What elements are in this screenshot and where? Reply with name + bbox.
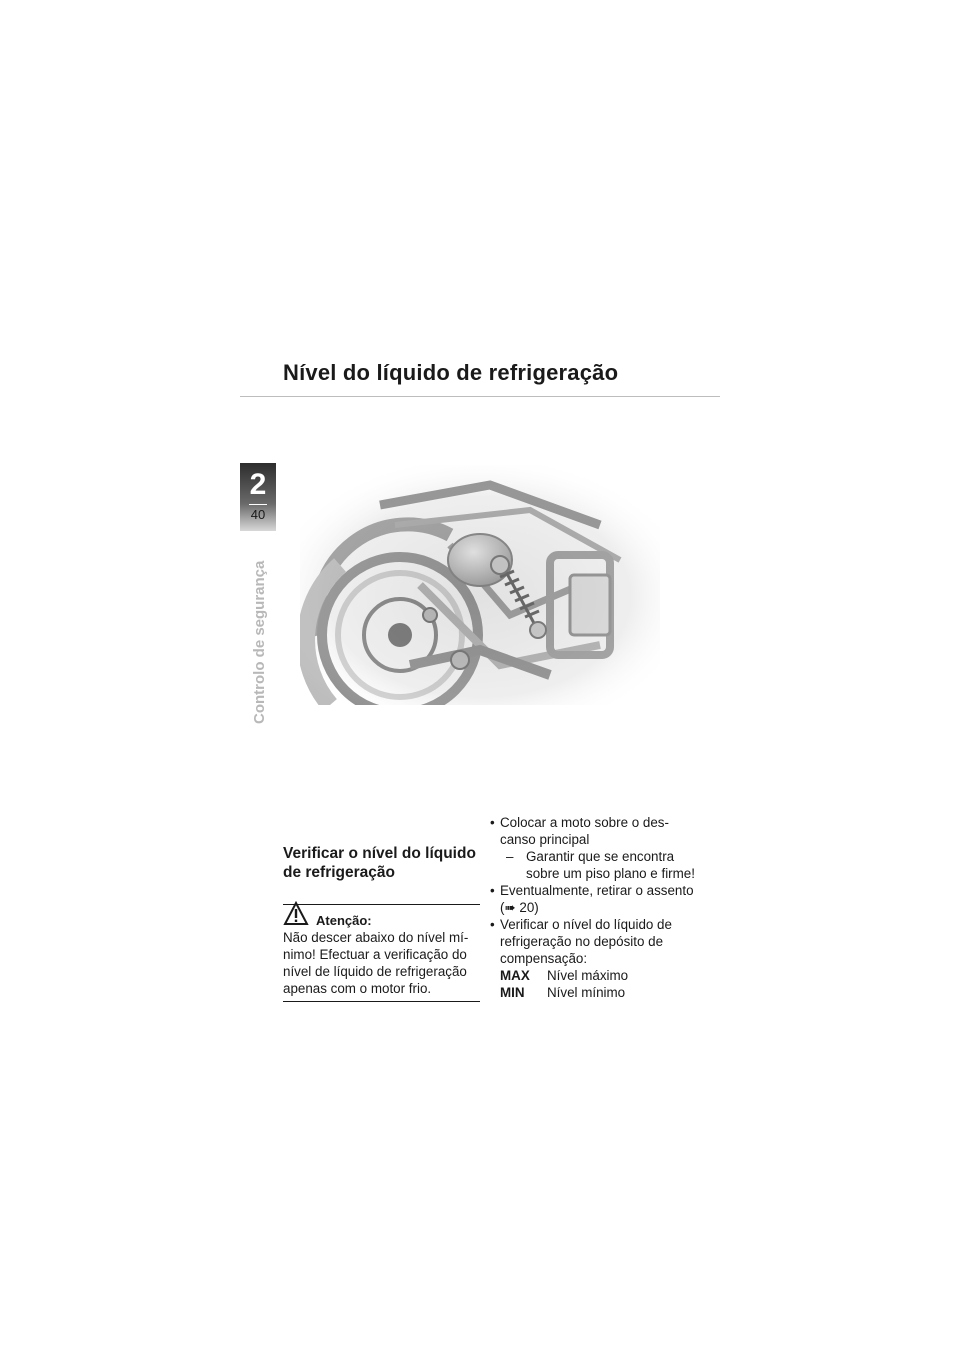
level-row-max bbox=[490, 967, 700, 984]
motorcycle-rear-illustration bbox=[300, 465, 660, 705]
warning-header bbox=[283, 905, 480, 929]
title-divider bbox=[240, 396, 720, 397]
chapter-divider bbox=[249, 504, 267, 505]
page-number: 40 bbox=[250, 507, 266, 522]
instruction-steps bbox=[490, 814, 700, 1001]
chapter-side-label: Controlo de segurança bbox=[251, 560, 268, 724]
level-value: Nível mínimo bbox=[547, 985, 626, 1000]
step-bullet: • Colocar a moto sobre o des-canso principal bbox=[490, 815, 669, 847]
level-key: MIN bbox=[500, 985, 525, 1000]
step-dash: – Garantir que se encontra sobre um piso plano e firme! bbox=[506, 849, 695, 881]
warning-box bbox=[283, 904, 480, 1002]
level-key: MAX bbox=[500, 968, 530, 983]
level-row-min bbox=[490, 984, 700, 1001]
warning-triangle-icon bbox=[283, 901, 309, 927]
warning-label: Atenção: bbox=[316, 913, 372, 928]
warning-text: Não descer abaixo do nível mí-nimo! Efectuar a verificação do nível de líquido de refrigeração apenas com o motor frio. bbox=[283, 930, 469, 996]
chapter-tab bbox=[240, 463, 276, 531]
step-bullet: • Verificar o nível do líquido de refrigeração no depósito de compensação: bbox=[490, 917, 672, 966]
section-heading: Verificar o nível do líquido de refrigeração bbox=[283, 845, 476, 881]
step-bullet: • Eventualmente, retirar o assento (➠ 20) bbox=[490, 883, 694, 915]
chapter-number: 2 bbox=[249, 468, 267, 501]
page-title: Nível do líquido de refrigeração bbox=[283, 360, 619, 385]
level-value: Nível máximo bbox=[547, 968, 629, 983]
